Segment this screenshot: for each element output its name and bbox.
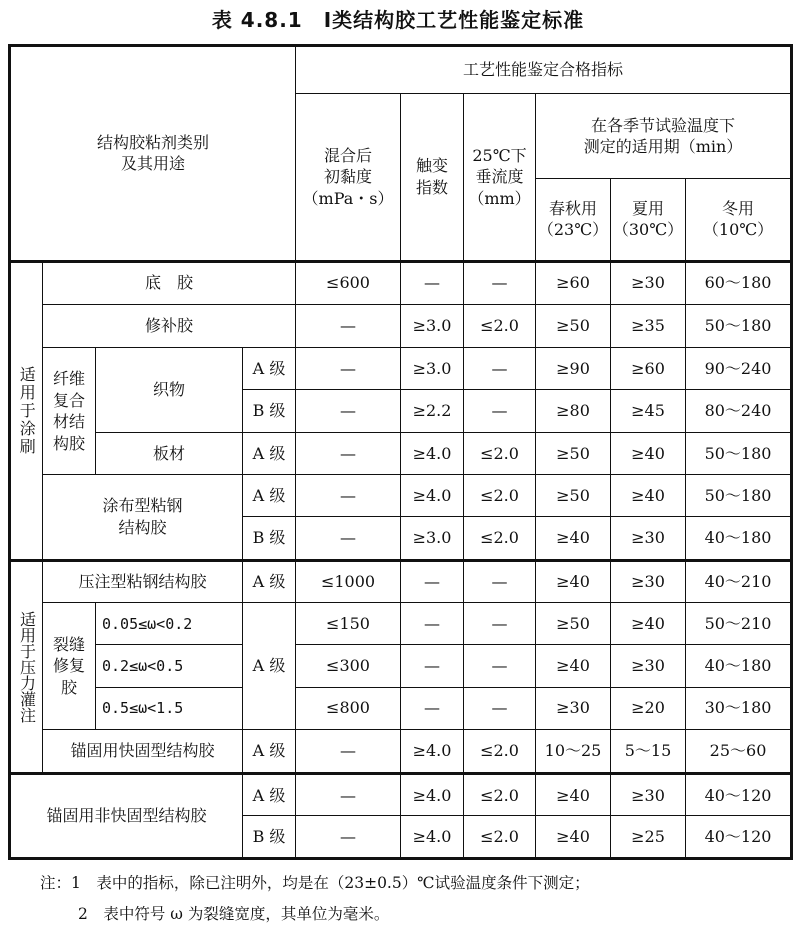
cell: ≥60 xyxy=(611,348,686,390)
cell: — xyxy=(296,348,401,390)
cell: ≥30 xyxy=(611,645,686,687)
cell: — xyxy=(464,645,536,687)
cell: — xyxy=(464,602,536,644)
table-row xyxy=(10,560,792,602)
cell: ≥4.0 xyxy=(401,475,464,517)
cell: ≥40 xyxy=(536,645,611,687)
table-row xyxy=(10,261,792,304)
cell: — xyxy=(401,687,464,729)
header-pot-life: 在各季节试验温度下 测定的适用期（min） xyxy=(536,94,792,179)
table-title: 表 4.8.1 Ⅰ类结构胶工艺性能鉴定标准 xyxy=(211,8,585,32)
cell: ≥3.0 xyxy=(401,348,464,390)
cell: ≤2.0 xyxy=(464,475,536,517)
table-row xyxy=(10,304,792,347)
table-row xyxy=(10,774,792,816)
cell: ≥60 xyxy=(536,261,611,304)
cell: — xyxy=(296,475,401,517)
cell: ≥50 xyxy=(536,304,611,347)
cell: — xyxy=(296,432,401,474)
label-crack: 裂缝 修复 胶 xyxy=(43,602,96,729)
cell: ≥4.0 xyxy=(401,816,464,859)
cell: — xyxy=(401,602,464,644)
cell: ≤600 xyxy=(296,261,401,304)
cell: — xyxy=(296,304,401,347)
label-plate: 板材 xyxy=(96,432,243,474)
table-row xyxy=(10,687,792,729)
cell: — xyxy=(464,687,536,729)
cell: ≥4.0 xyxy=(401,729,464,773)
cell: 40～180 xyxy=(686,517,792,560)
header-thixotropic: 触变 指数 xyxy=(401,94,464,261)
section-brush: 适用于涂刷 xyxy=(10,261,43,560)
label-anchor-slow: 锚固用非快固型结构胶 xyxy=(10,774,243,859)
table-row xyxy=(10,432,792,474)
cell: ≥4.0 xyxy=(401,432,464,474)
cell: — xyxy=(464,560,536,602)
table-row xyxy=(10,602,792,644)
label-fiber: 纤维复合材结构胶 xyxy=(43,348,96,475)
cell: ≥40 xyxy=(536,816,611,859)
table-row xyxy=(10,348,792,390)
cell: ≥30 xyxy=(611,517,686,560)
cell: ≤2.0 xyxy=(464,774,536,816)
note-2: 2 表中符号 ω 为裂缝宽度，其单位为毫米。 xyxy=(78,905,390,923)
table-row xyxy=(10,729,792,773)
header-sag: 25℃下 垂流度 （mm） xyxy=(464,94,536,261)
cell: ≥80 xyxy=(536,390,611,432)
cell: 25～60 xyxy=(686,729,792,773)
label-pressure-steel: 压注型粘钢结构胶 xyxy=(43,560,243,602)
cell: 30～180 xyxy=(686,687,792,729)
table-row xyxy=(10,645,792,687)
cell: ≤2.0 xyxy=(464,816,536,859)
cell: 40～120 xyxy=(686,774,792,816)
cell: — xyxy=(401,261,464,304)
cell: — xyxy=(464,348,536,390)
grade-a: A 级 xyxy=(243,475,296,517)
cell: ≤150 xyxy=(296,602,401,644)
header-winter: 冬用 （10℃） xyxy=(686,178,792,261)
cell: 60～180 xyxy=(686,261,792,304)
cell: ≥40 xyxy=(611,602,686,644)
table-notes xyxy=(40,868,780,930)
cell: ≥3.0 xyxy=(401,304,464,347)
cell: ≤1000 xyxy=(296,560,401,602)
cell: — xyxy=(296,390,401,432)
cell: 40～120 xyxy=(686,816,792,859)
grade-a: A 级 xyxy=(243,774,296,816)
cell: 80～240 xyxy=(686,390,792,432)
crack-range-2: 0.2≤ω<0.5 xyxy=(96,645,243,687)
cell: 50～180 xyxy=(686,432,792,474)
header-summer: 夏用 （30℃） xyxy=(611,178,686,261)
cell: ≤300 xyxy=(296,645,401,687)
cell: ≤2.0 xyxy=(464,517,536,560)
grade-a: A 级 xyxy=(243,432,296,474)
cell: ≥30 xyxy=(611,261,686,304)
label-primer: 底 胶 xyxy=(43,261,296,304)
cell: — xyxy=(464,261,536,304)
crack-range-3: 0.5≤ω<1.5 xyxy=(96,687,243,729)
label-fabric: 织物 xyxy=(96,348,243,433)
header-group: 工艺性能鉴定合格指标 xyxy=(296,46,792,94)
cell: ≥30 xyxy=(611,560,686,602)
grade-a: A 级 xyxy=(243,729,296,773)
cell: ≥90 xyxy=(536,348,611,390)
cell: ≥50 xyxy=(536,475,611,517)
cell: 40～180 xyxy=(686,645,792,687)
cell: ≥35 xyxy=(611,304,686,347)
cell: ≥20 xyxy=(611,687,686,729)
note-1: 注：1 表中的指标，除已注明外，均是在（23±0.5）℃试验温度条件下测定； xyxy=(40,874,590,892)
cell: ≥30 xyxy=(611,774,686,816)
grade-a: A 级 xyxy=(243,560,296,602)
cell: ≥40 xyxy=(536,774,611,816)
cell: 10～25 xyxy=(536,729,611,773)
grade-b: B 级 xyxy=(243,517,296,560)
label-repair: 修补胶 xyxy=(43,304,296,347)
cell: 90～240 xyxy=(686,348,792,390)
cell: — xyxy=(296,729,401,773)
cell: ≥40 xyxy=(611,475,686,517)
cell: ≥4.0 xyxy=(401,774,464,816)
cell: ≥2.2 xyxy=(401,390,464,432)
grade-a: A 级 xyxy=(243,602,296,729)
cell: — xyxy=(296,517,401,560)
cell: — xyxy=(401,645,464,687)
cell: ≥30 xyxy=(536,687,611,729)
cell: ≥40 xyxy=(536,517,611,560)
header-spring: 春秋用 （23℃） xyxy=(536,178,611,261)
cell: 50～180 xyxy=(686,304,792,347)
cell: — xyxy=(464,390,536,432)
grade-b: B 级 xyxy=(243,390,296,432)
cell: ≥40 xyxy=(611,432,686,474)
cell: ≥45 xyxy=(611,390,686,432)
label-coating-steel: 涂布型粘钢 结构胶 xyxy=(43,475,243,561)
cell: — xyxy=(401,560,464,602)
cell: — xyxy=(296,774,401,816)
cell: 50～180 xyxy=(686,475,792,517)
cell: ≥50 xyxy=(536,432,611,474)
label-anchor-fast: 锚固用快固型结构胶 xyxy=(43,729,243,773)
cell: ≤2.0 xyxy=(464,729,536,773)
cell: 5～15 xyxy=(611,729,686,773)
cell: ≤2.0 xyxy=(464,432,536,474)
header-category: 结构胶粘剂类别 及其用途 xyxy=(10,46,296,262)
cell: 50～210 xyxy=(686,602,792,644)
cell: 40～210 xyxy=(686,560,792,602)
spec-table xyxy=(8,44,793,860)
header-viscosity: 混合后 初黏度 （mPa・s） xyxy=(296,94,401,261)
cell: ≥3.0 xyxy=(401,517,464,560)
cell: ≤2.0 xyxy=(464,304,536,347)
crack-range-1: 0.05≤ω<0.2 xyxy=(96,602,243,644)
cell: — xyxy=(296,816,401,859)
table-row xyxy=(10,475,792,517)
grade-b: B 级 xyxy=(243,816,296,859)
cell: ≥25 xyxy=(611,816,686,859)
cell: ≥50 xyxy=(536,602,611,644)
cell: ≥40 xyxy=(536,560,611,602)
cell: ≤800 xyxy=(296,687,401,729)
section-pressure: 适用于压力灌注 xyxy=(10,560,43,774)
grade-a: A 级 xyxy=(243,348,296,390)
